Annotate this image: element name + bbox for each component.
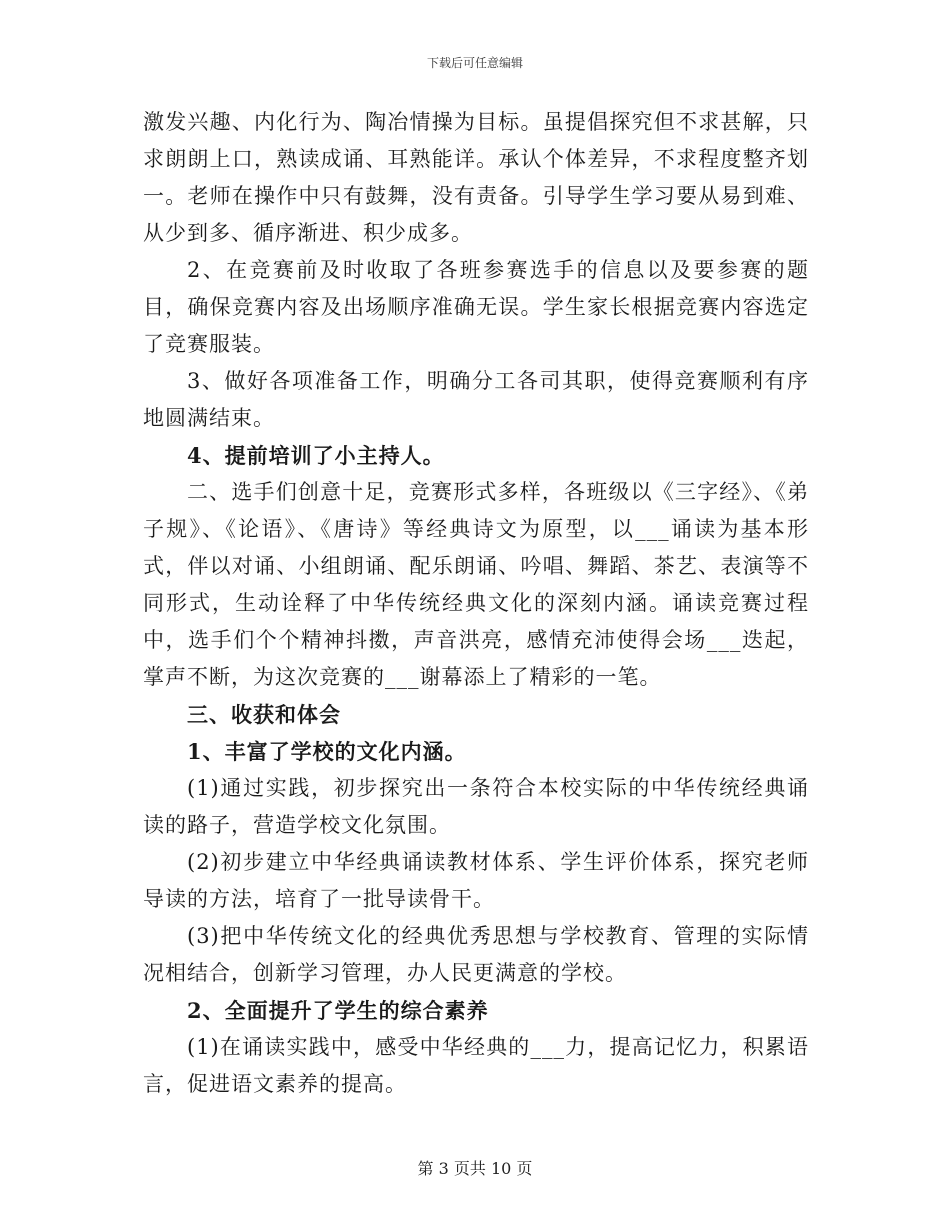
paragraph-sub-1-1: (1)通过实践，初步探究出一条符合本校实际的中华传统经典诵读的路子，营造学校文化氛围。 bbox=[143, 776, 809, 837]
paragraph-sub-1-3: (3)把中华传统文化的经典优秀思想与学校教育、管理的实际情况相结合，创新学习管理，办人民更满意的学校。 bbox=[143, 924, 809, 985]
heading-subsection-1: 1、丰富了学校的文化内涵。 bbox=[187, 739, 467, 764]
page-number: 第 3 页共 10 页 bbox=[417, 1159, 533, 1178]
paragraph-sub-2-1: (1)在诵读实践中，感受中华经典的___力，提高记忆力，积累语言，促进语文素养的提高。 bbox=[143, 1035, 809, 1096]
paragraph-item-2: 2、在竞赛前及时收取了各班参赛选手的信息以及要参赛的题目，确保竞赛内容及出场顺序准确无误。学生家长根据竞赛内容选定了竞赛服装。 bbox=[143, 258, 809, 356]
heading-section-3: 三、收获和体会 bbox=[187, 702, 341, 727]
paragraph-intro-continuation: 激发兴趣、内化行为、陶冶情操为目标。虽提倡探究但不求甚解，只求朗朗上口，熟读成诵、耳熟能详。承认个体差异，不求程度整齐划一。老师在操作中只有鼓舞，没有责备。引导学生学习要从易到难、从少到多、循序渐进、积少成多。 bbox=[143, 110, 809, 245]
paragraph-item-3: 3、做好各项准备工作，明确分工各司其职，使得竞赛顺利有序地圆满结束。 bbox=[143, 369, 809, 430]
document-body bbox=[143, 104, 809, 1103]
heading-subsection-2: 2、全面提升了学生的综合素养 bbox=[187, 998, 489, 1023]
heading-item-4: 4、提前培训了小主持人。 bbox=[187, 443, 445, 468]
paragraph-sub-1-2: (2)初步建立中华经典诵读教材体系、学生评价体系，探究老师导读的方法，培育了一批导读骨干。 bbox=[143, 850, 809, 911]
paragraph-section-2: 二、选手们创意十足，竞赛形式多样，各班级以《三字经》、《弟子规》、《论语》、《唐诗》等经典诗文为原型，以___诵读为基本形式，伴以对诵、小组朗诵、配乐朗诵、吟唱、舞蹈、茶艺、表演等不同形式，生动诠释了中华传统经典文化的深刻内涵。诵读竞赛过程中，选手们个个精神抖擞，声音洪亮，感情充沛使得会场___迭起，掌声不断，为这次竞赛的___谢幕添上了精彩的一笔。 bbox=[143, 480, 809, 689]
page-header: 下载后可任意编辑 bbox=[426, 56, 523, 70]
